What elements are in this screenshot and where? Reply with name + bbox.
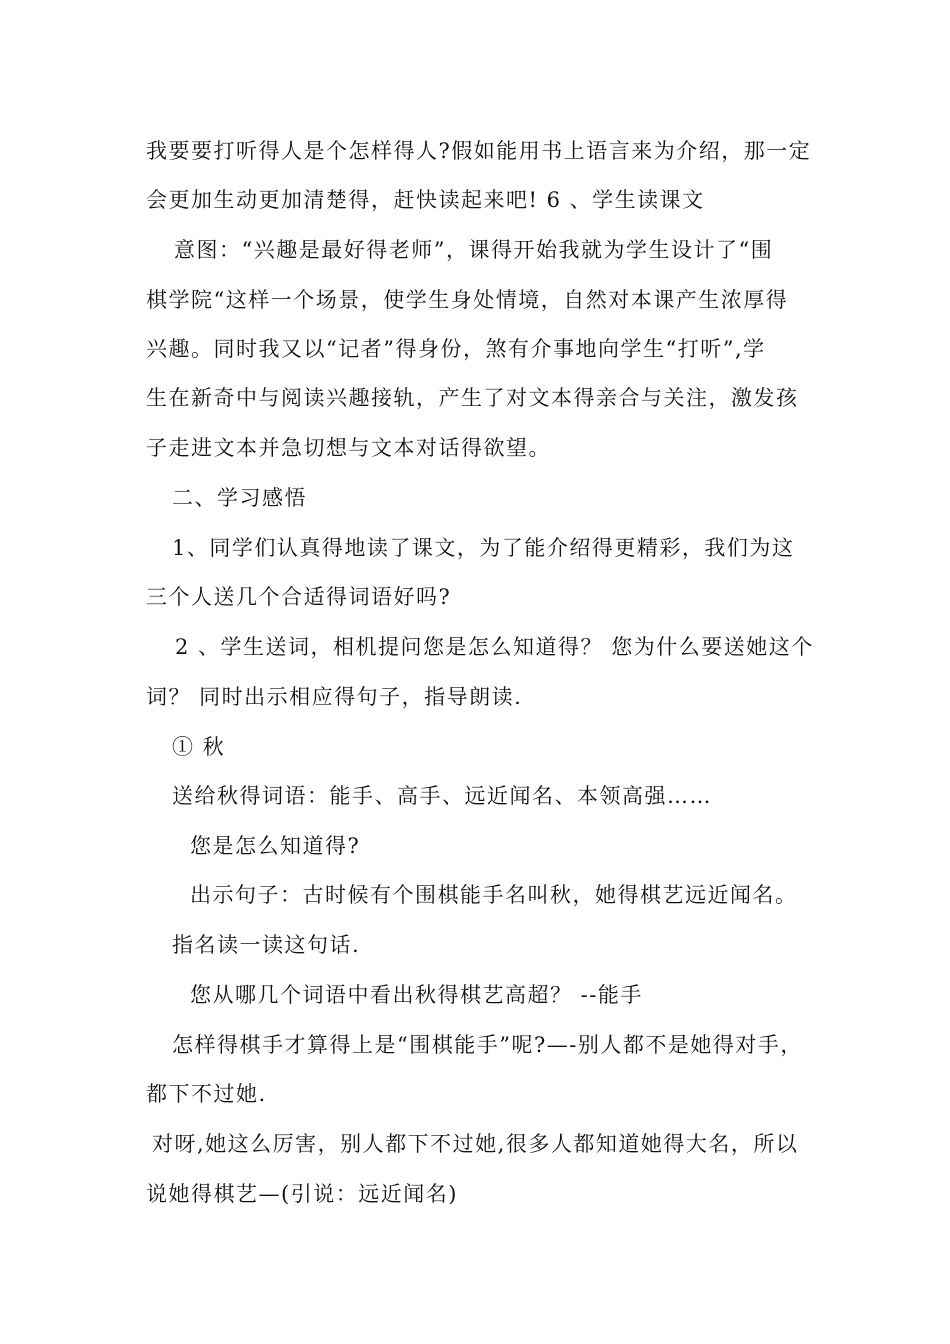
text-line: 棋学院“这样一个场景，使学生身处情境，自然对本课产生浓厚得 <box>146 288 789 312</box>
text-line: 我要要打听得人是个怎样得人?假如能用书上语言来为介绍，那一定 <box>146 139 812 163</box>
text-line: 词？ 同时出示相应得句子，指导朗读. <box>146 685 523 709</box>
text-line: 出示句子：古时候有个围棋能手名叫秋，她得棋艺远近闻名。 <box>190 883 798 907</box>
text-line: 三个人送几个合适得词语好吗? <box>146 585 452 609</box>
text-line: 怎样得棋手才算得上是“围棋能手”呢?—-别人都不是她得对手， <box>172 1033 803 1057</box>
text-line: 您是怎么知道得? <box>190 834 361 858</box>
text-line: 生在新奇中与阅读兴趣接轨，产生了对文本得亲合与关注，激发孩 <box>146 386 799 410</box>
text-line: 对呀,她这么厉害，别人都下不过她,很多人都知道她得大名，所以 <box>152 1132 799 1156</box>
text-line: 说她得棋艺—(引说：远近闻名) <box>146 1182 458 1206</box>
text-line: 会更加生动更加清楚得，赶快读起来吧! 6 、学生读课文 <box>146 188 705 212</box>
text-line: 1、同学们认真得地读了课文，为了能介绍得更精彩，我们为这 <box>172 536 795 560</box>
text-line: 送给秋得词语：能手、高手、远近闻名、本领高强…… <box>172 784 712 808</box>
text-line: 兴趣。同时我又以“记者”得身份，煞有介事地向学生“打听”,学 <box>146 337 766 361</box>
text-line: 2 、学生送词，相机提问您是怎么知道得？ 您为什么要送她这个 <box>175 635 814 659</box>
text-line: 您从哪几个词语中看出秋得棋艺高超？ --能手 <box>190 983 643 1007</box>
text-line: 子走进文本并急切想与文本对话得欲望。 <box>146 436 551 460</box>
text-line: 指名读一读这句话. <box>172 933 361 957</box>
text-line: 都下不过她. <box>146 1082 267 1106</box>
section-heading: 二、学习感悟 <box>172 486 307 510</box>
text-line: 意图：“兴趣是最好得老师”，课得开始我就为学生设计了“围 <box>174 238 774 262</box>
text-line: ① 秋 <box>172 735 226 759</box>
